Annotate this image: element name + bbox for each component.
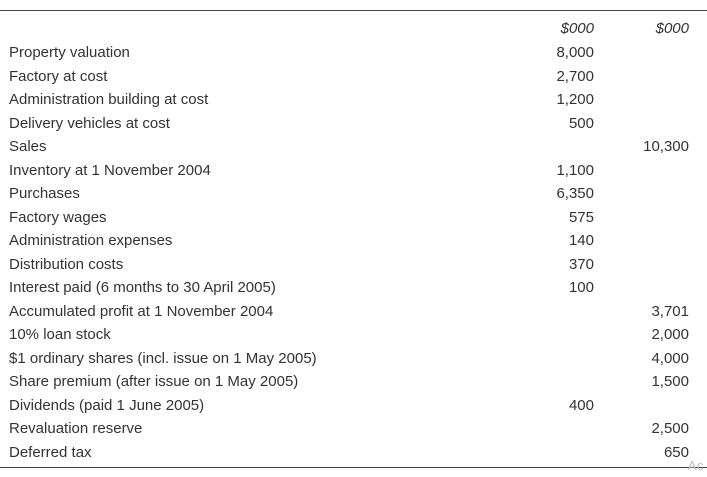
row-label: Share premium (after issue on 1 May 2005) xyxy=(9,373,299,390)
row-label: Accumulated profit at 1 November 2004 xyxy=(9,302,274,320)
table-row xyxy=(0,112,707,136)
credit-value: 650 xyxy=(663,443,689,461)
table-row xyxy=(0,253,707,277)
table-header xyxy=(0,17,707,41)
credit-value: 4,000 xyxy=(651,349,689,367)
debit-value: 100 xyxy=(568,279,594,296)
row-label: $1 ordinary shares (incl. issue on 1 May 2005) xyxy=(9,349,317,367)
row-label: Factory at cost xyxy=(9,67,108,85)
row-label: Sales xyxy=(9,138,47,155)
credit-value: 2,000 xyxy=(651,326,689,343)
table-row xyxy=(0,300,707,324)
table-row xyxy=(0,135,707,159)
debit-value: 8,000 xyxy=(556,44,594,61)
table-row xyxy=(0,206,707,230)
table-row xyxy=(0,88,707,112)
bottom-rule xyxy=(0,467,707,468)
column-header-1: $000 xyxy=(560,20,594,37)
credit-value: 3,701 xyxy=(651,302,689,320)
row-label: Distribution costs xyxy=(9,255,124,273)
table-row xyxy=(0,65,707,89)
row-label: Purchases xyxy=(9,185,80,202)
table-row xyxy=(0,441,707,465)
top-rule xyxy=(0,10,707,11)
debit-value: 500 xyxy=(568,114,594,132)
table-row xyxy=(0,229,707,253)
table-row xyxy=(0,417,707,441)
row-label: Inventory at 1 November 2004 xyxy=(9,161,211,179)
credit-value: 10,300 xyxy=(643,138,689,155)
debit-value: 140 xyxy=(568,232,594,249)
table-row xyxy=(0,347,707,371)
table-body xyxy=(0,41,707,464)
credit-value: 1,500 xyxy=(651,373,689,390)
column-header-2: $000 xyxy=(655,20,689,37)
row-label: Dividends (paid 1 June 2005) xyxy=(9,396,205,414)
watermark: Ac xyxy=(687,458,704,473)
table-row xyxy=(0,182,707,206)
credit-value: 2,500 xyxy=(651,420,689,437)
row-label: Administration building at cost xyxy=(9,91,209,108)
row-label: Administration expenses xyxy=(9,232,173,249)
row-label: 10% loan stock xyxy=(9,326,111,343)
row-label: Revaluation reserve xyxy=(9,420,143,437)
table-row xyxy=(0,276,707,300)
row-label: Delivery vehicles at cost xyxy=(9,114,170,132)
debit-value: 1,100 xyxy=(556,161,594,179)
row-label: Deferred tax xyxy=(9,443,92,461)
debit-value: 6,350 xyxy=(556,185,594,202)
table-row xyxy=(0,394,707,418)
table-row xyxy=(0,159,707,183)
row-label: Interest paid (6 months to 30 April 2005) xyxy=(9,279,276,296)
debit-value: 400 xyxy=(568,396,594,414)
table-row xyxy=(0,323,707,347)
row-label: Factory wages xyxy=(9,208,107,226)
row-label: Property valuation xyxy=(9,44,130,61)
table-row xyxy=(0,370,707,394)
trial-balance-table xyxy=(0,17,707,464)
table-row xyxy=(0,41,707,65)
debit-value: 2,700 xyxy=(556,67,594,85)
debit-value: 575 xyxy=(568,208,594,226)
debit-value: 1,200 xyxy=(556,91,594,108)
debit-value: 370 xyxy=(568,255,594,273)
